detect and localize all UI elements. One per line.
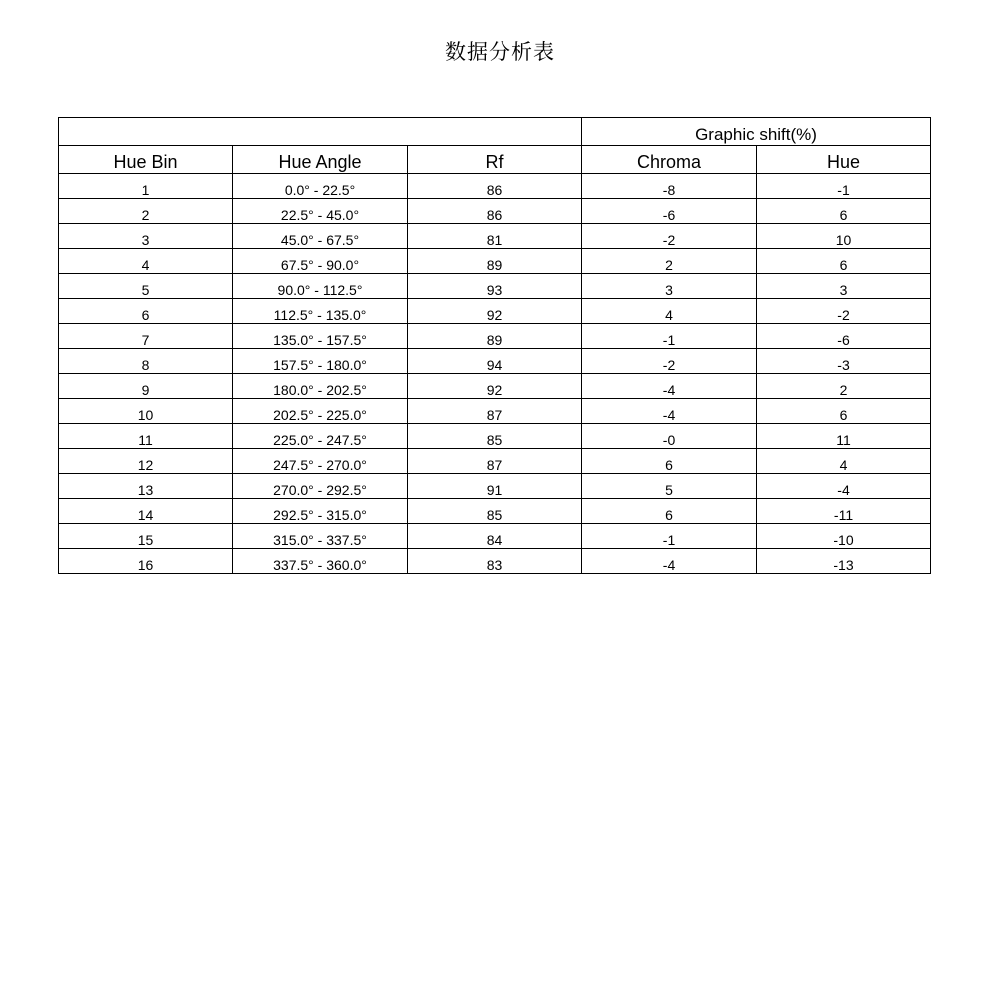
column-header-hue-bin: Hue Bin	[59, 146, 233, 174]
cell-hue-angle: 157.5° - 180.0°	[233, 349, 408, 374]
cell-hue-bin: 5	[59, 274, 233, 299]
table-row	[59, 274, 931, 299]
column-header-hue-angle: Hue Angle	[233, 146, 408, 174]
cell-rf: 92	[408, 299, 582, 324]
table-row	[59, 499, 931, 524]
cell-hue: 6	[757, 199, 931, 224]
cell-chroma: 6	[582, 499, 757, 524]
cell-hue: -6	[757, 324, 931, 349]
cell-hue-angle: 67.5° - 90.0°	[233, 249, 408, 274]
cell-hue-angle: 112.5° - 135.0°	[233, 299, 408, 324]
cell-hue: 11	[757, 424, 931, 449]
cell-hue: -4	[757, 474, 931, 499]
cell-hue-angle: 135.0° - 157.5°	[233, 324, 408, 349]
cell-chroma: 6	[582, 449, 757, 474]
cell-chroma: -1	[582, 524, 757, 549]
cell-chroma: -4	[582, 399, 757, 424]
cell-rf: 92	[408, 374, 582, 399]
cell-rf: 87	[408, 399, 582, 424]
cell-chroma: -4	[582, 549, 757, 574]
cell-hue: -1	[757, 174, 931, 199]
table-body	[59, 174, 931, 574]
cell-hue-bin: 11	[59, 424, 233, 449]
cell-rf: 89	[408, 249, 582, 274]
cell-hue-bin: 13	[59, 474, 233, 499]
cell-hue-angle: 247.5° - 270.0°	[233, 449, 408, 474]
cell-chroma: -4	[582, 374, 757, 399]
cell-hue: -11	[757, 499, 931, 524]
cell-chroma: -2	[582, 349, 757, 374]
cell-hue-angle: 45.0° - 67.5°	[233, 224, 408, 249]
cell-hue: 6	[757, 399, 931, 424]
data-table	[58, 117, 931, 574]
cell-hue-angle: 22.5° - 45.0°	[233, 199, 408, 224]
cell-hue-bin: 6	[59, 299, 233, 324]
cell-hue: 10	[757, 224, 931, 249]
cell-hue-bin: 3	[59, 224, 233, 249]
cell-hue: 2	[757, 374, 931, 399]
cell-chroma: 3	[582, 274, 757, 299]
table-row	[59, 449, 931, 474]
column-header-rf: Rf	[408, 146, 582, 174]
cell-rf: 93	[408, 274, 582, 299]
column-header-chroma: Chroma	[582, 146, 757, 174]
table-row	[59, 424, 931, 449]
table-row	[59, 474, 931, 499]
cell-hue-bin: 8	[59, 349, 233, 374]
cell-hue-bin: 9	[59, 374, 233, 399]
cell-chroma: 2	[582, 249, 757, 274]
cell-rf: 85	[408, 499, 582, 524]
cell-chroma: 5	[582, 474, 757, 499]
cell-rf: 84	[408, 524, 582, 549]
cell-chroma: -0	[582, 424, 757, 449]
cell-rf: 91	[408, 474, 582, 499]
cell-chroma: -1	[582, 324, 757, 349]
cell-hue-bin: 2	[59, 199, 233, 224]
cell-hue: 3	[757, 274, 931, 299]
cell-rf: 86	[408, 199, 582, 224]
cell-rf: 86	[408, 174, 582, 199]
cell-hue-angle: 292.5° - 315.0°	[233, 499, 408, 524]
page-title: 数据分析表	[445, 40, 555, 64]
cell-hue-angle: 225.0° - 247.5°	[233, 424, 408, 449]
cell-hue: 4	[757, 449, 931, 474]
cell-hue-angle: 270.0° - 292.5°	[233, 474, 408, 499]
cell-hue-bin: 12	[59, 449, 233, 474]
cell-hue: -2	[757, 299, 931, 324]
cell-chroma: -8	[582, 174, 757, 199]
cell-hue-angle: 180.0° - 202.5°	[233, 374, 408, 399]
cell-hue: 6	[757, 249, 931, 274]
cell-hue: -3	[757, 349, 931, 374]
column-header-hue: Hue	[757, 146, 931, 174]
cell-chroma: -2	[582, 224, 757, 249]
table-row	[59, 174, 931, 199]
table-row	[59, 299, 931, 324]
table-row	[59, 549, 931, 574]
table-row	[59, 249, 931, 274]
cell-rf: 85	[408, 424, 582, 449]
cell-hue-bin: 7	[59, 324, 233, 349]
table-row	[59, 374, 931, 399]
cell-hue-bin: 4	[59, 249, 233, 274]
cell-hue-angle: 202.5° - 225.0°	[233, 399, 408, 424]
group-header-row	[59, 118, 931, 146]
cell-rf: 83	[408, 549, 582, 574]
group-header-graphic-shift: Graphic shift(%)	[582, 118, 931, 146]
cell-rf: 87	[408, 449, 582, 474]
table-row	[59, 224, 931, 249]
cell-rf: 94	[408, 349, 582, 374]
table-row	[59, 524, 931, 549]
cell-hue-bin: 14	[59, 499, 233, 524]
cell-hue-bin: 15	[59, 524, 233, 549]
group-header-blank	[59, 118, 582, 146]
table-row	[59, 399, 931, 424]
cell-rf: 81	[408, 224, 582, 249]
table-row	[59, 324, 931, 349]
cell-hue: -10	[757, 524, 931, 549]
cell-hue-angle: 0.0° - 22.5°	[233, 174, 408, 199]
cell-hue-angle: 337.5° - 360.0°	[233, 549, 408, 574]
table-row	[59, 349, 931, 374]
cell-hue-angle: 315.0° - 337.5°	[233, 524, 408, 549]
cell-chroma: -6	[582, 199, 757, 224]
cell-hue-bin: 10	[59, 399, 233, 424]
cell-rf: 89	[408, 324, 582, 349]
cell-chroma: 4	[582, 299, 757, 324]
column-header-row	[59, 146, 931, 174]
table-row	[59, 199, 931, 224]
cell-hue-bin: 1	[59, 174, 233, 199]
cell-hue-angle: 90.0° - 112.5°	[233, 274, 408, 299]
cell-hue-bin: 16	[59, 549, 233, 574]
cell-hue: -13	[757, 549, 931, 574]
